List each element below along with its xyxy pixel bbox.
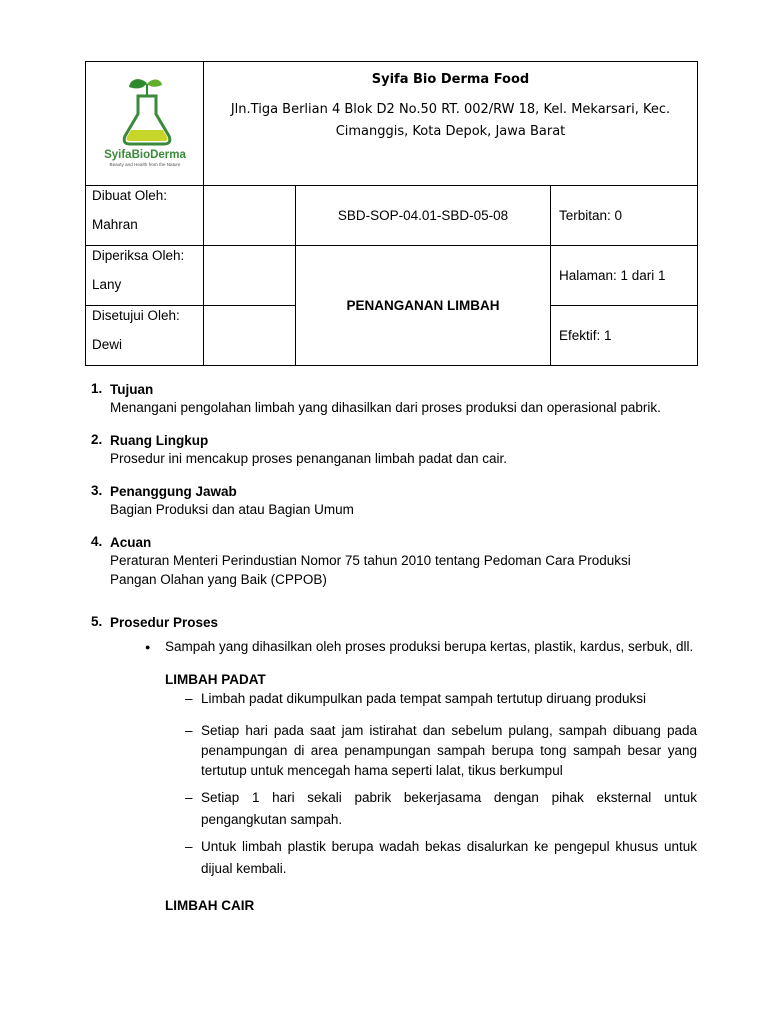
solid-waste-item (185, 836, 697, 880)
company-logo (97, 74, 193, 170)
made-by-value: Mahran (92, 217, 138, 232)
page-info: Halaman: 1 dari 1 (551, 246, 698, 306)
made-by-signature-cell (204, 186, 296, 246)
dash-bullet: – (185, 723, 193, 738)
solid-waste-item (185, 787, 697, 831)
checked-by-label: Diperiksa Oleh: (92, 248, 185, 263)
checked-by-signature-cell (204, 246, 296, 306)
section-title: Penanggung Jawab (110, 484, 237, 499)
section-number: 1. (91, 381, 103, 396)
bullet-dot: ● (145, 642, 151, 652)
section-number: 2. (91, 432, 103, 447)
document-body (91, 381, 701, 913)
item-text: Setiap 1 hari sekali pabrik bekerjasama dengan pihak eksternal untuk pengangkutan sampah. (201, 790, 697, 827)
document-header-table (85, 61, 698, 366)
section-purpose (91, 381, 701, 417)
issued-info: Terbitan: 0 (551, 186, 698, 246)
section-responsible (91, 483, 701, 519)
section-number: 4. (91, 534, 103, 549)
dash-bullet: – (185, 839, 193, 854)
company-address: Jln.Tiga Berlian 4 Blok D2 No.50 RT. 002/RW 18, Kel. Mekarsari, Kec. Cimanggis, Kota Depok, Jawa Barat (230, 102, 671, 139)
checked-by-cell (86, 246, 204, 306)
effective-info: Efektif: 1 (551, 306, 698, 366)
section-number: 5. (91, 614, 103, 629)
solid-waste-title: LIMBAH PADAT (165, 672, 266, 687)
section-title: Prosedur Proses (110, 615, 219, 630)
section-text: Prosedur ini mencakup proses penanganan limbah padat dan cair. (110, 451, 508, 466)
logo-tagline: Beauty and Health from the Nature (109, 162, 180, 167)
section-title: Tujuan (110, 382, 154, 397)
solid-waste-item (185, 689, 697, 709)
section-text: Menangani pengolahan limbah yang dihasilkan dari proses produksi dan operasional pabrik. (110, 400, 661, 415)
procedure-bullet (145, 636, 701, 658)
approved-by-signature-cell (204, 306, 296, 366)
logo-brand-text: SyifaBioDerma (103, 149, 186, 161)
company-name: Syifa Bio Derma Food (371, 72, 530, 87)
section-reference (91, 534, 701, 589)
dash-bullet: – (185, 691, 193, 706)
company-info-cell (204, 62, 698, 186)
item-text: Untuk limbah plastik berupa wadah bekas disalurkan ke pengepul khusus untuk dijual kembali. (201, 839, 697, 876)
dash-bullet: – (185, 790, 193, 805)
doc-title: PENANGANAN LIMBAH (296, 246, 551, 366)
section-text: Peraturan Menteri Perindustian Nomor 75 tahun 2010 tentang Pedoman Cara Produksi Pangan Olahan yang Baik (CPPOB) (110, 553, 631, 587)
doc-code: SBD-SOP-04.01-SBD-05-08 (296, 186, 551, 246)
bullet-text: Sampah yang dihasilkan oleh proses produksi berupa kertas, plastik, kardus, serbuk, dll. (165, 639, 694, 654)
section-text: Bagian Produksi dan atau Bagian Umum (110, 502, 354, 517)
approved-by-label: Disetujui Oleh: (92, 308, 180, 323)
section-scope (91, 432, 701, 468)
made-by-label: Dibuat Oleh: (92, 188, 168, 203)
logo-cell (86, 62, 204, 186)
made-by-cell (86, 186, 204, 246)
solid-waste-item (185, 721, 697, 781)
approved-by-cell (86, 306, 204, 366)
checked-by-value: Lany (92, 277, 122, 292)
item-text: Limbah padat dikumpulkan pada tempat sampah tertutup diruang produksi (201, 691, 647, 706)
item-text: Setiap hari pada saat jam istirahat dan sebelum pulang, sampah dibuang pada penampungan di area penampungan sampah berupa tong sampah besar yang tertutup untuk mencegah hama seperti lalat, tikus berkumpul (201, 723, 697, 778)
section-title: Acuan (110, 535, 152, 550)
section-number: 3. (91, 483, 103, 498)
liquid-waste-title: LIMBAH CAIR (165, 898, 255, 913)
section-title: Ruang Lingkup (110, 433, 209, 448)
approved-by-value: Dewi (92, 337, 123, 352)
section-procedure (91, 614, 701, 631)
